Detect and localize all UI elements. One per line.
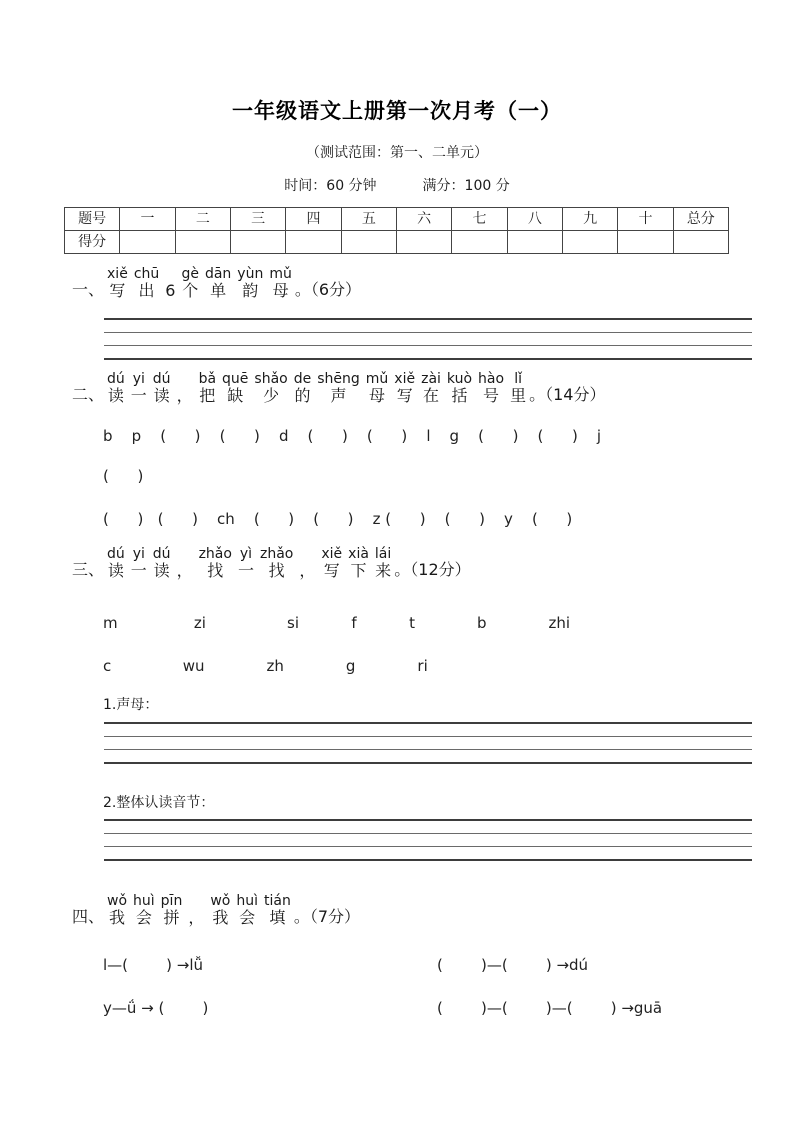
points-suffix: 。（14分） — [529, 385, 606, 404]
ruby-segment — [237, 267, 263, 300]
writing-grid-line — [104, 345, 752, 346]
ruby-segment — [260, 547, 293, 580]
ruby-segment — [134, 267, 159, 300]
hanzi-char: 个 — [182, 281, 199, 300]
ruby-segment — [131, 547, 147, 580]
spelling-item: ( )—( ) →dú — [437, 956, 589, 974]
ruby-text — [104, 267, 295, 300]
ruby-segment — [199, 372, 216, 405]
ruby-segment — [299, 547, 315, 580]
question-number-header-cell: 四 — [286, 208, 341, 231]
pinyin-syllable: yùn — [237, 266, 264, 282]
hanzi-char: 在 — [423, 386, 440, 405]
pinyin-syllable: de — [293, 371, 312, 387]
question-number-header-cell: 八 — [508, 208, 563, 231]
hanzi-char: ， — [299, 561, 316, 580]
hanzi-char: ， — [176, 386, 193, 405]
exam-info-row — [64, 175, 730, 195]
exam-time: 时间：60 分钟 — [284, 178, 377, 194]
score-blank-cell — [397, 231, 452, 254]
hanzi-char: ， — [188, 908, 205, 927]
hanzi-char: 找 — [268, 561, 285, 580]
hanzi-char: 读 — [107, 386, 124, 405]
ruby-segment — [131, 372, 147, 405]
score-blank-cell — [342, 231, 397, 254]
hanzi-char: 缺 — [227, 386, 244, 405]
hanzi-char: 读 — [153, 561, 170, 580]
spelling-item: y—ǘ → ( ) — [103, 999, 209, 1017]
ruby-segment — [447, 372, 472, 405]
pinyin-syllable: dú — [152, 371, 171, 387]
ruby-segment — [478, 372, 504, 405]
pinyin-syllable: shǎo — [254, 371, 288, 387]
pinyin-syllable: dú — [107, 371, 125, 387]
writing-grid-line — [104, 318, 752, 320]
section-number: 四、 — [72, 907, 105, 926]
pinyin-syllable: pīn — [160, 893, 183, 909]
score-blank-cell — [231, 231, 286, 254]
pinyin-syllable: zài — [421, 371, 441, 387]
writing-grid-line — [104, 819, 752, 821]
hanzi-char: 会 — [135, 908, 152, 927]
ruby-segment — [133, 894, 155, 927]
ruby-segment — [188, 894, 204, 927]
hanzi-char: 我 — [212, 908, 229, 927]
pinyin-syllable: wǒ — [210, 893, 231, 909]
hanzi-char: 写 — [396, 386, 413, 405]
initials-sublabel: 1.声母： — [103, 697, 159, 713]
score-blank-cell — [508, 231, 563, 254]
question-number-header-cell: 一 — [120, 208, 175, 231]
pinyin-syllable: zhǎo — [198, 546, 232, 562]
question-number-header-cell: 二 — [176, 208, 231, 231]
hanzi-char: 声 — [330, 386, 347, 405]
hanzi-char: 一 — [130, 561, 147, 580]
score-blank-cell — [120, 231, 175, 254]
score-row-label-cell: 得分 — [65, 231, 120, 254]
ruby-segment — [161, 894, 183, 927]
ruby-segment — [165, 267, 175, 300]
hanzi-char: 里 — [510, 386, 527, 405]
ruby-segment — [153, 372, 171, 405]
pinyin-syllable: dān — [204, 266, 232, 282]
spelling-item: ( )—( )—( ) →guā — [437, 999, 663, 1017]
ruby-text — [104, 372, 529, 405]
ruby-segment — [294, 372, 312, 405]
hanzi-char: 母 — [369, 386, 386, 405]
spelling-item: l—( ) →lǚ — [103, 956, 204, 974]
hanzi-char: 一 — [237, 561, 254, 580]
hanzi-char: 单 — [210, 281, 227, 300]
pinyin-syllable: xià — [348, 546, 369, 562]
points-suffix: 。（12分） — [394, 560, 471, 579]
pinyin-syllable: xiě — [107, 266, 128, 282]
pinyin-syllable: yi — [132, 371, 145, 387]
writing-grid-line — [104, 736, 752, 737]
score-blank-cell — [176, 231, 231, 254]
hanzi-char: 把 — [199, 386, 216, 405]
question-number-header-cell: 总分 — [674, 208, 729, 231]
question-number-header-cell: 三 — [231, 208, 286, 231]
question-number-header-cell: 十 — [618, 208, 673, 231]
writing-grid-line — [104, 358, 752, 360]
ruby-segment — [181, 267, 199, 300]
whole-syllables-sublabel: 2.整体认读音节： — [103, 795, 215, 811]
pinyin-syllable: lái — [374, 546, 392, 562]
points-suffix: 。（7分） — [293, 907, 361, 926]
exam-full-score: 满分：100 分 — [422, 178, 510, 194]
section-number: 二、 — [72, 385, 105, 404]
hanzi-char: 我 — [109, 908, 126, 927]
pinyin-syllable: hào — [478, 371, 505, 387]
ruby-segment — [107, 547, 125, 580]
pinyin-syllable: mǔ — [269, 266, 292, 282]
initials-blank-row-3: ( ) ( ) ch ( ) ( ) z ( ) ( ) y ( ) — [103, 510, 573, 528]
ruby-segment — [375, 547, 391, 580]
ruby-segment — [205, 267, 231, 300]
page-title: 一年级语文上册第一次月考（一） — [232, 99, 562, 123]
writing-grid-line — [104, 859, 752, 861]
score-blank-cell — [286, 231, 341, 254]
pinyin-syllable: zhǎo — [259, 546, 294, 562]
writing-grid-line — [104, 833, 752, 834]
hanzi-char: 少 — [263, 386, 280, 405]
question-number-header-cell: 九 — [563, 208, 618, 231]
ruby-segment — [510, 372, 526, 405]
ruby-segment — [421, 372, 441, 405]
pinyin-syllable: yì — [239, 546, 253, 562]
pinyin-writing-grid — [104, 318, 752, 360]
writing-grid-line — [104, 749, 752, 750]
score-blank-cell — [452, 231, 507, 254]
writing-grid-line — [104, 332, 752, 333]
ruby-segment — [107, 894, 127, 927]
ruby-segment — [269, 267, 292, 300]
pinyin-syllable: chū — [133, 266, 160, 282]
pinyin-syllable: huì — [133, 893, 155, 909]
ruby-segment — [394, 372, 415, 405]
score-blank-cell — [674, 231, 729, 254]
pinyin-syllable: gè — [181, 266, 199, 282]
ruby-segment — [321, 547, 342, 580]
ruby-segment — [177, 547, 193, 580]
pinyin-syllable: tián — [264, 893, 291, 909]
ruby-segment — [199, 547, 232, 580]
ruby-segment — [264, 894, 291, 927]
score-table — [64, 207, 729, 254]
section-one-heading — [72, 267, 730, 300]
writing-grid-line — [104, 722, 752, 724]
question-number-header-cell: 六 — [397, 208, 452, 231]
score-blank-cell — [563, 231, 618, 254]
pinyin-syllable: lǐ — [514, 371, 522, 387]
pinyin-syllable: wǒ — [107, 893, 128, 909]
hanzi-char: 号 — [483, 386, 500, 405]
ruby-segment — [317, 372, 360, 405]
ruby-text — [104, 894, 294, 927]
hanzi-char: 韵 — [242, 281, 259, 300]
pinyin-writing-grid — [104, 722, 752, 764]
ruby-segment — [254, 372, 287, 405]
hanzi-char: 母 — [272, 281, 289, 300]
hanzi-char: 读 — [107, 561, 124, 580]
ruby-segment — [238, 547, 254, 580]
initials-blank-row-2: ( ) — [103, 467, 144, 485]
spelling-row-1 — [103, 955, 730, 975]
ruby-segment — [236, 894, 258, 927]
pinyin-syllable: xiě — [321, 546, 343, 562]
hanzi-char: 会 — [239, 908, 256, 927]
pinyin-syllable: mǔ — [365, 371, 389, 387]
hanzi-char: 读 — [153, 386, 170, 405]
section-number: 三、 — [72, 560, 105, 579]
ruby-segment — [177, 372, 193, 405]
ruby-segment — [107, 267, 128, 300]
question-number-header-cell: 题号 — [65, 208, 120, 231]
pinyin-syllable: dú — [152, 546, 171, 562]
score-blank-cell — [618, 231, 673, 254]
pinyin-syllable: huì — [236, 893, 258, 909]
hanzi-char: 填 — [269, 908, 286, 927]
pinyin-syllable: dú — [107, 546, 125, 562]
ruby-segment — [153, 547, 171, 580]
pinyin-syllable: shēng — [317, 371, 360, 387]
section-four-heading — [72, 894, 730, 927]
hanzi-char: 括 — [451, 386, 468, 405]
pinyin-syllable: bǎ — [198, 371, 217, 387]
pinyin-syllable: quē — [222, 371, 249, 387]
writing-grid-line — [104, 846, 752, 847]
hanzi-char: 写 — [109, 281, 126, 300]
pinyin-writing-grid — [104, 819, 752, 861]
hanzi-char: 出 — [138, 281, 155, 300]
points-suffix: 。（6分） — [294, 280, 362, 299]
initials-blank-row-1: b p ( ) ( ) d ( ) ( ) l g ( ) ( ) j — [103, 427, 602, 445]
pinyin-syllable: kuò — [446, 371, 473, 387]
ruby-text — [104, 547, 394, 580]
syllable-row-2: c wu zh g ri — [103, 657, 428, 675]
hanzi-char: 来 — [375, 561, 392, 580]
syllable-row-1: m zi si f t b zhi — [103, 614, 571, 632]
section-number: 一、 — [72, 280, 105, 299]
hanzi-char: 拼 — [163, 908, 180, 927]
ruby-segment — [107, 372, 125, 405]
ruby-segment — [366, 372, 389, 405]
pinyin-syllable: xiě — [394, 371, 416, 387]
hanzi-char: 写 — [323, 561, 340, 580]
ruby-segment — [210, 894, 230, 927]
hanzi-char: 下 — [350, 561, 367, 580]
spelling-row-2 — [103, 998, 730, 1018]
exam-scope-subtitle: （测试范围：第一、二单元） — [306, 145, 488, 161]
hanzi-char: 6 — [165, 281, 176, 300]
writing-grid-line — [104, 762, 752, 764]
section-three-heading — [72, 547, 730, 580]
ruby-segment — [222, 372, 248, 405]
question-number-header-cell: 五 — [342, 208, 397, 231]
hanzi-char: 找 — [207, 561, 224, 580]
question-number-header-cell: 七 — [452, 208, 507, 231]
section-two-heading — [72, 372, 730, 405]
pinyin-syllable: yi — [132, 546, 145, 562]
ruby-segment — [348, 547, 369, 580]
hanzi-char: 一 — [130, 386, 147, 405]
hanzi-char: 的 — [294, 386, 311, 405]
hanzi-char: ， — [176, 561, 193, 580]
